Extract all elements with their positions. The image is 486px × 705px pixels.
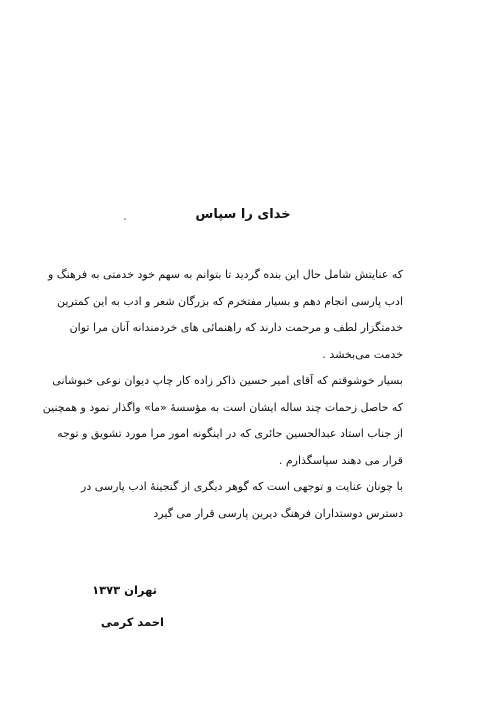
text-line: خدمت می‌بخشد . bbox=[322, 347, 403, 361]
page-title: خدای را سپاس bbox=[195, 207, 291, 222]
text-line: بسیار خوشوقتم که آقای امیر حسین ذاکر زاده کار چاپ دیوان نوعی خبوشانی bbox=[52, 374, 403, 387]
text-line: که عنایتش شامل حال این بنده گردید تا بتوانم به سهم خود خدمتی به فرهنگ و bbox=[48, 268, 403, 281]
text-line: ادب پارسی انجام دهم و بسیار مفتخرم که بزرگان شعر و ادب به این کمترین bbox=[56, 294, 403, 308]
paragraph-3 bbox=[81, 474, 403, 527]
text-line: دسترس دوستداران فرهنگ دیرین پارسی قرار می گیرد bbox=[153, 506, 403, 520]
paragraph-2 bbox=[42, 368, 403, 474]
text-line: از جناب استاد عبدالحسین حائری که در اینگونه امور مرا مورد تشویق و توجه bbox=[57, 427, 403, 440]
text-line: که حاصل زحمات چند ساله ایشان است به مؤسسهٔ «ما» واگذار نمود و همچنین bbox=[42, 400, 403, 414]
paragraph-1 bbox=[48, 262, 403, 368]
author-signature: احمد کرمی bbox=[100, 615, 164, 629]
text-line: قرار می دهند سپاسگذارم . bbox=[278, 453, 403, 467]
text-line: با چونان عنایت و توجهی است که گوهر دیگری از گنجینهٔ ادب پارسی در bbox=[81, 480, 403, 493]
text-line: خدمتگزار لطف و مرحمت دارند که راهنمائی های خردمندانه آنان مرا توان bbox=[69, 321, 403, 334]
place-date: تهران ۱۳۷۳ bbox=[92, 583, 157, 597]
acknowledgment-body bbox=[42, 262, 403, 527]
